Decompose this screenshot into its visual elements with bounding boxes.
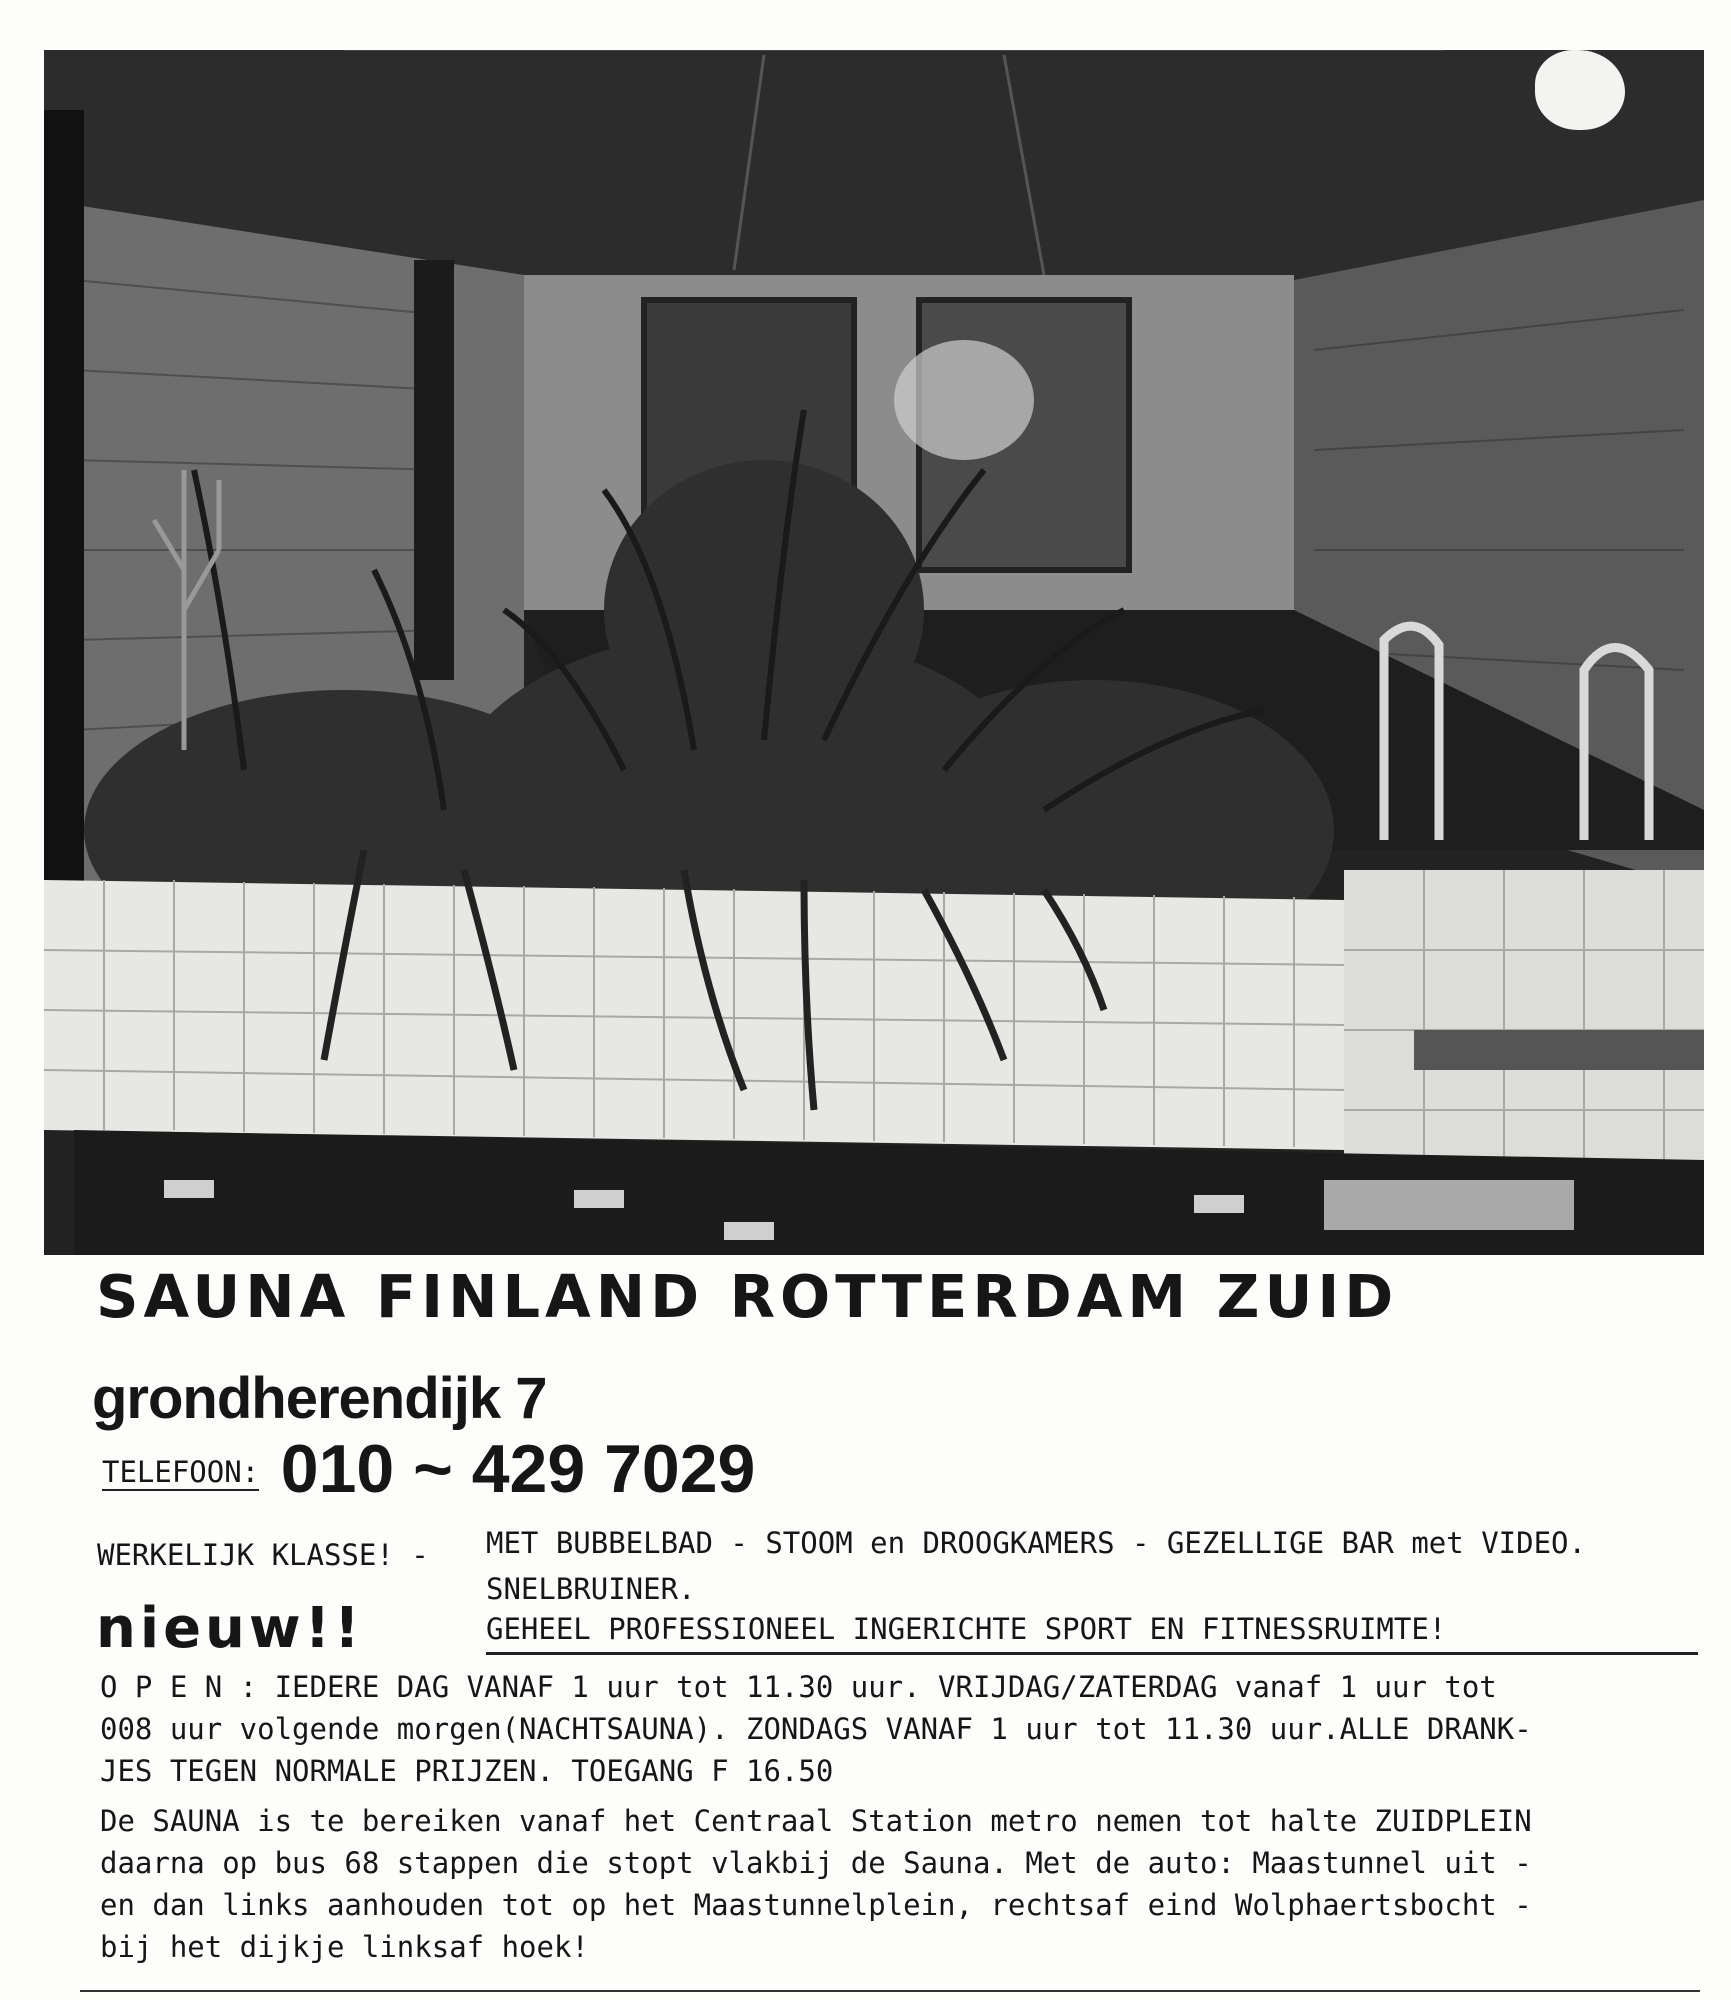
directions-line: De SAUNA is te bereiken vanaf het Centraal Station metro nemen tot halte ZUIDPLEIN [100,1804,1532,1838]
phone-label: TELEFOON: [102,1455,260,1489]
directions-line: en dan links aanhouden tot op het Maastunnelplein, rechtsaf eind Wolphaertsbocht - [100,1888,1532,1922]
divider-rule [486,1652,1698,1655]
directions-line: daarna op bus 68 stappen die stopt vlakbij de Sauna. Met de auto: Maastunnel uit - [100,1846,1532,1880]
address: grondherendijk 7 [92,1366,547,1431]
opening-line: 008 uur volgende morgen(NACHTSAUNA). ZONDAGS VANAF 1 uur tot 11.30 uur.ALLE DRANK- [100,1712,1532,1746]
pool-photo [44,50,1704,1255]
opening-hours [100,1666,1532,1792]
new-badge: nieuw!! [96,1596,364,1661]
directions-line: bij het dijkje linksaf hoek! [100,1930,589,1964]
opening-line: JES TEGEN NORMALE PRIJZEN. TOEGANG F 16.50 [100,1754,834,1788]
pool-photo-illustration [44,50,1704,1255]
features-lead: WERKELIJK KLASSE! - [97,1538,429,1572]
phone-row [102,1430,755,1508]
directions [100,1800,1532,1968]
features-line-1: MET BUBBELBAD - STOOM en DROOGKAMERS - GEZELLIGE BAR met VIDEO. [486,1526,1586,1560]
headline: SAUNA FINLAND ROTTERDAM ZUID [96,1262,1399,1331]
opening-line: O P E N : IEDERE DAG VANAF 1 uur tot 11.30 uur. VRIJDAG/ZATERDAG vanaf 1 uur tot [100,1670,1497,1704]
phone-number: 010 ~ 429 7029 [280,1431,756,1507]
features-line-2: SNELBRUINER. [486,1572,696,1606]
bottom-rule [80,1990,1700,1992]
photo-corner-blot [1535,50,1625,130]
features-line-3: GEHEEL PROFESSIONEEL INGERICHTE SPORT EN FITNESSRUIMTE! [486,1612,1447,1646]
